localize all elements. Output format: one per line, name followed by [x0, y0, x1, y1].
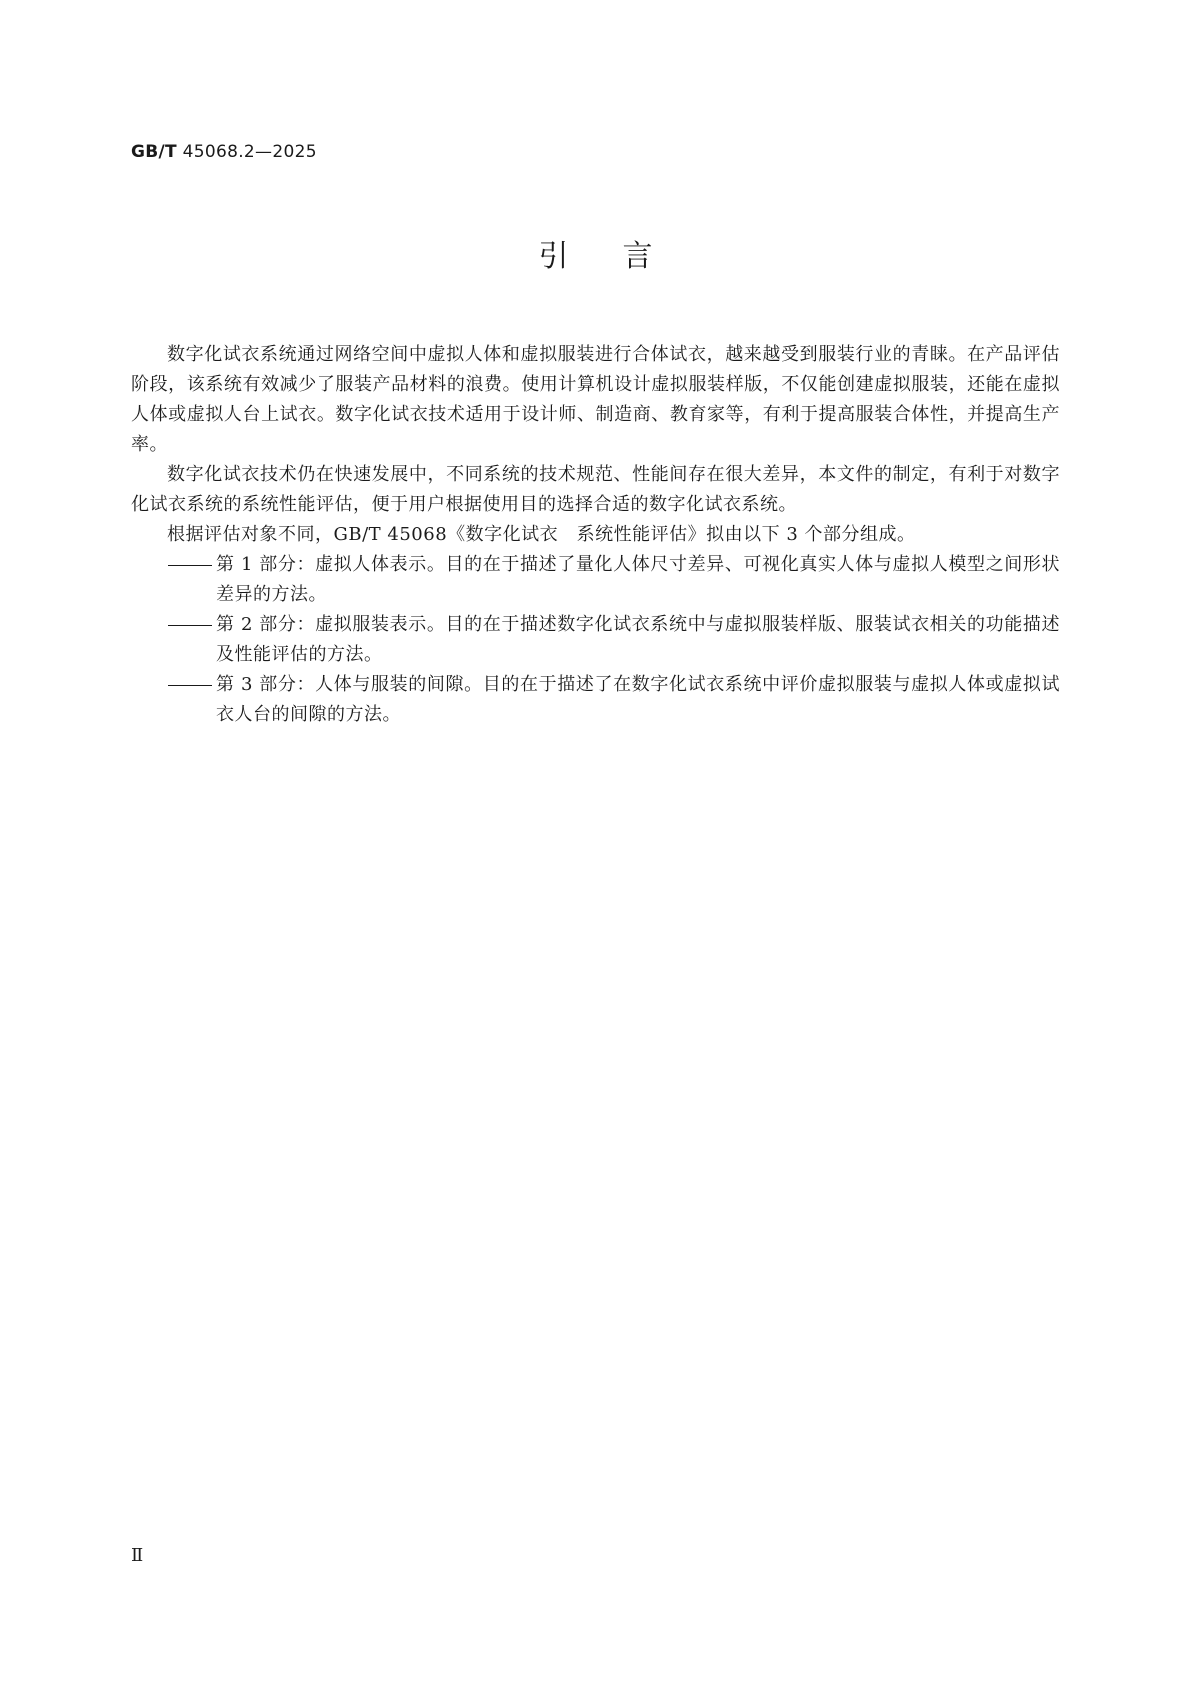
dash-marker [168, 610, 216, 640]
paragraph-intro: 数字化试衣系统通过网络空间中虚拟人体和虚拟服装进行合体试衣，越来越受到服装行业的青睐。在产品评估阶段，该系统有效减少了服装产品材料的浪费。使用计算机设计虚拟服装样版，不仅能创建虚拟服装，还能在虚拟人体或虚拟人台上试衣。数字化试衣技术适用于设计师、制造商、教育家等，有利于提高服装合体性，并提高生产率。 [131, 344, 1060, 455]
parts-list [131, 550, 1060, 730]
paragraph-parts-overview: 根据评估对象不同，GB/T 45068《数字化试衣 系统性能评估》拟由以下 3 个部分组成。 [167, 524, 916, 545]
standard-code-number: 45068.2—2025 [182, 142, 317, 162]
page-title: 引言 [538, 239, 707, 274]
page-number: Ⅱ [131, 1545, 144, 1566]
standard-code [131, 142, 317, 162]
dash-marker [168, 670, 216, 700]
standard-code-prefix: GB/T [131, 142, 177, 162]
part-3-text: 第 3 部分：人体与服装的间隙。目的在于描述了在数字化试衣系统中评价虚拟服装与虚拟人体或虚拟试衣人台的间隙的方法。 [216, 674, 1060, 725]
dash-marker [168, 550, 216, 580]
body-text [131, 340, 1060, 730]
list-item [131, 550, 1060, 610]
part-2-text: 第 2 部分：虚拟服装表示。目的在于描述数字化试衣系统中与虚拟服装样版、服装试衣相关的功能描述及性能评估的方法。 [216, 614, 1060, 665]
list-item [131, 610, 1060, 670]
list-item [131, 670, 1060, 730]
part-1-text: 第 1 部分：虚拟人体表示。目的在于描述了量化人体尺寸差异、可视化真实人体与虚拟人模型之间形状差异的方法。 [216, 554, 1060, 605]
paragraph-development: 数字化试衣技术仍在快速发展中，不同系统的技术规范、性能间存在很大差异，本文件的制定，有利于对数字化试衣系统的系统性能评估，便于用户根据使用目的选择合适的数字化试衣系统。 [131, 464, 1060, 515]
